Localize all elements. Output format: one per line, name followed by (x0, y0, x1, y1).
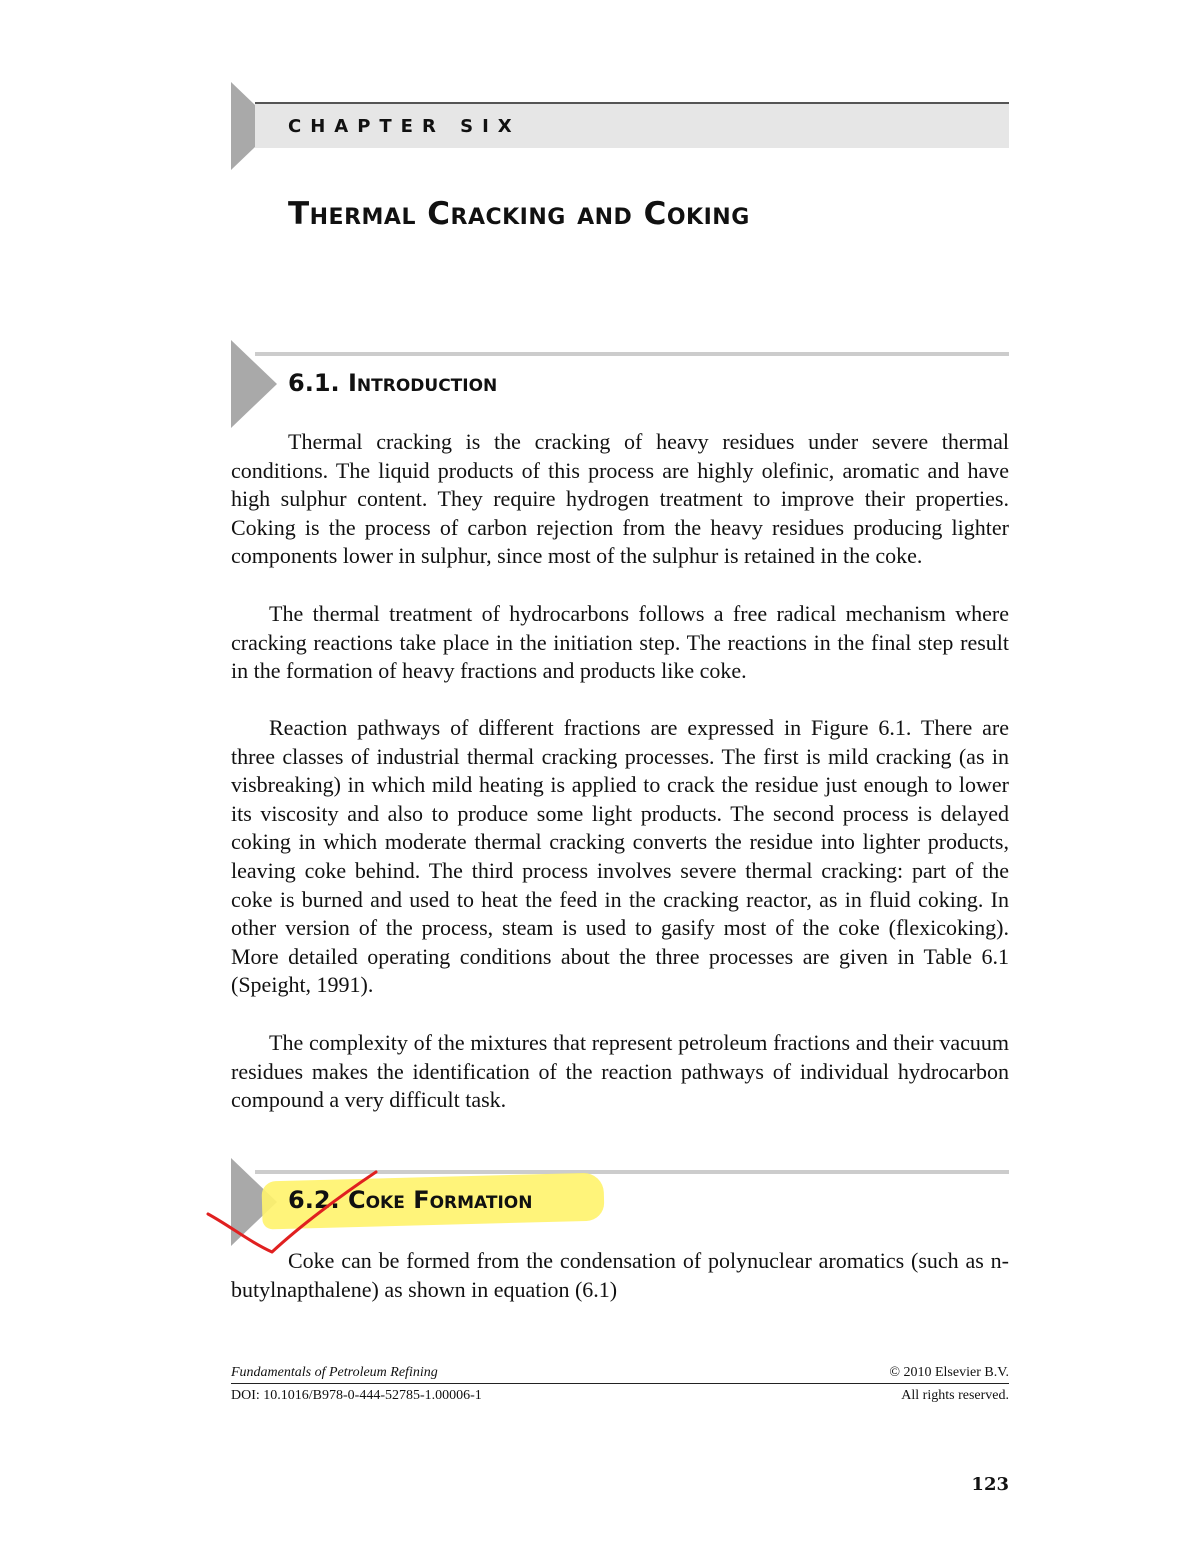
footer-book-title: Fundamentals of Petroleum Refining (231, 1365, 438, 1380)
footer-doi: DOI: 10.1016/B978-0-444-52785-1.00006-1 (231, 1388, 482, 1403)
chapter-title: Thermal Cracking and Coking (288, 196, 750, 232)
paragraph: Thermal cracking is the cracking of heavy residues under severe thermal conditions. The liquid products of this process are highly olefinic, aromatic and have high sulphur content. They require hydrogen treatment to improve their properties. Coking is the process of carbon rejection from the heavy residues producing lighter components lower in sulphur, since most of the sulphur is retained in the coke. (231, 429, 1009, 569)
chapter-label: CHAPTER SIX (288, 116, 521, 137)
section-title-intro: 6.1. Introduction (288, 369, 498, 397)
section-title-coke-formation: 6.2. Coke Formation (288, 1186, 533, 1214)
footer-rights: All rights reserved. (901, 1388, 1009, 1403)
paragraph: The thermal treatment of hydrocarbons follows a free radical mechanism where cracking reactions take place in the initiation step. The reactions in the final step result in the formation of heavy fractions and products like coke. (231, 601, 1009, 684)
paragraph: Coke can be formed from the condensation of polynuclear aromatics (such as n-butylnapthalene) as shown in equation (6.1) (231, 1248, 1009, 1302)
footer-copyright: © 2010 Elsevier B.V. (889, 1365, 1009, 1380)
checkmark-annotation-icon (200, 1168, 380, 1258)
footer-rule (231, 1383, 1009, 1384)
section-rule (255, 352, 1009, 356)
page-number: 123 (971, 1474, 1009, 1495)
paragraph: Reaction pathways of different fractions are expressed in Figure 6.1. There are three classes of industrial thermal cracking processes. The first is mild cracking (as in visbreaking) in which mild heating is applied to crack the residue just enough to lower its viscosity and also to produce some light products. The second process is delayed coking in which moderate thermal cracking converts the residue into lighter products, leaving coke behind. The third process involves severe thermal cracking: part of the coke is burned and used to heat the feed in the cracking reactor, as in fluid coking. In other version of the process, steam is used to gasify most of the coke (flexicoking). More detailed operating conditions about the three processes are given in Table 6.1 (Speight, 1991). (231, 715, 1009, 998)
paragraph: The complexity of the mixtures that represent petroleum fractions and their vacuum residues makes the identification of the reaction pathways of individual hydrocarbon compound a very difficult task. (231, 1030, 1009, 1113)
